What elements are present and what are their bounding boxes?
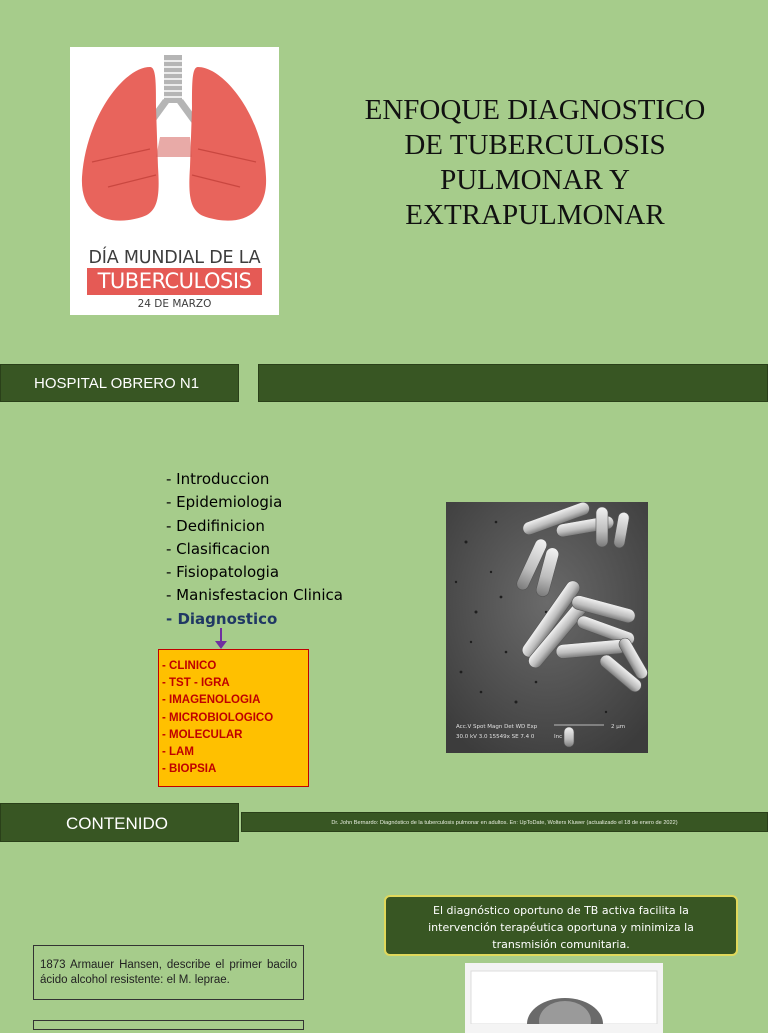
header-bar — [258, 364, 768, 402]
callout-line: intervención terapéutica oportuna y minimiza la — [428, 921, 694, 934]
title-line1: ENFOQUE DIAGNOSTICO — [364, 94, 706, 126]
bacilli-image — [446, 502, 648, 753]
micro-scale: 2 µm — [611, 724, 626, 730]
micro-meta2: 30.0 kV 3.0 15549x SE 7.4 0 — [456, 734, 535, 740]
callout-box — [384, 895, 738, 956]
content-menu — [166, 468, 343, 631]
menu-item: - Clasificacion — [166, 539, 270, 558]
tb-day-logo — [70, 47, 279, 315]
lungs-icon — [70, 47, 279, 247]
micrograph-image — [446, 502, 648, 753]
contenido-label: CONTENIDO — [0, 803, 239, 842]
portrait-image — [465, 963, 663, 1024]
reference-text: Dr. John Bernardo: Diagnóstico de la tuberculosis pulmonar en adultos. En: UpToDate, Wolters Kluwer (actualizado el 18 de enero de 2022) — [241, 812, 768, 832]
menu-item: - Epidemiologia — [166, 493, 283, 512]
diagnostics-box — [158, 649, 309, 787]
diagnostic-item: - CLINICO — [162, 660, 217, 672]
diagnostic-item: - IMAGENOLOGIA — [162, 694, 261, 707]
hospital-label: HOSPITAL OBRERO N1 — [0, 364, 239, 402]
callout-line: transmisión comunitaria. — [492, 938, 630, 951]
menu-item: - Fisiopatologia — [166, 563, 280, 582]
next-box — [33, 1020, 304, 1030]
menu-item-active: - Diagnostico — [166, 609, 278, 628]
micro-sub: Inc — [554, 734, 563, 740]
logo-line1: DÍA MUNDIAL DE LA — [88, 248, 261, 268]
title-line2: DE TUBERCULOSIS — [404, 129, 666, 161]
portrait-photo — [465, 963, 663, 1033]
diagnostic-item: - TST - IGRA — [162, 677, 230, 690]
diagnostic-item: - BIOPSIA — [162, 763, 217, 776]
diagnostic-item: - MOLECULAR — [162, 728, 243, 741]
title-line3: PULMONAR Y — [440, 164, 630, 196]
hansen-box: 1873 Armauer Hansen, describe el primer bacilo ácido alcohol resistente: el M. leprae. — [33, 945, 304, 1000]
arrow-down-icon — [213, 628, 229, 650]
logo-line3: 24 DE MARZO — [137, 298, 212, 310]
menu-item: - Introduccion — [166, 470, 270, 488]
micro-meta1: Acc.V Spot Magn Det WD Exp — [456, 724, 538, 730]
logo-line2: TUBERCULOSIS — [87, 268, 262, 295]
diagnostic-item: - LAM — [162, 746, 194, 759]
menu-item: - Dedifinicion — [166, 516, 265, 535]
menu-item: - Manisfestacion Clinica — [166, 586, 343, 605]
callout-line: El diagnóstico oportuno de TB activa facilita la — [433, 904, 689, 917]
page-title — [335, 93, 735, 233]
diagnostic-item: - MICROBIOLOGICO — [162, 711, 274, 724]
title-line4: EXTRAPULMONAR — [405, 199, 665, 231]
